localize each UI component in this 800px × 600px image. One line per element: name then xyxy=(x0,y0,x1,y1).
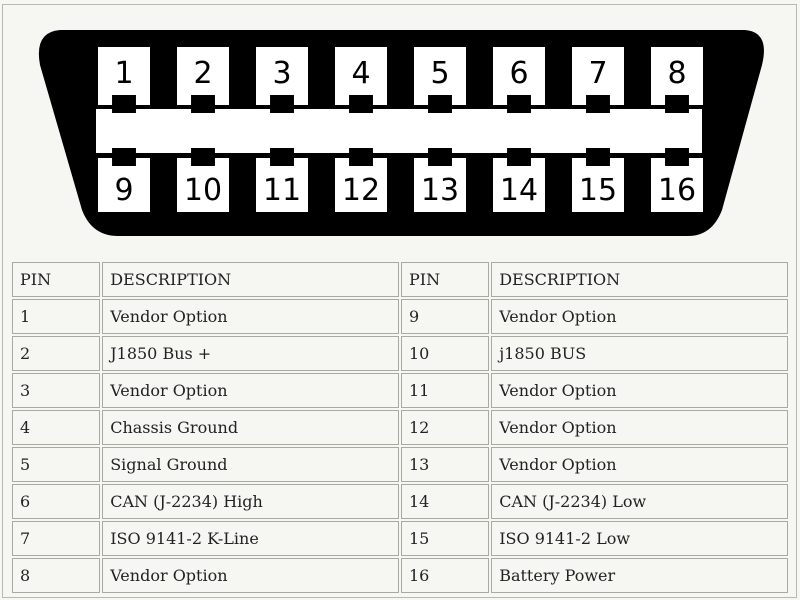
pin-contact xyxy=(112,95,136,113)
header-pin: PIN xyxy=(12,262,100,297)
pin-label: 7 xyxy=(588,56,608,91)
pin-number: 6 xyxy=(12,484,100,519)
table-row xyxy=(12,410,788,445)
pin-label: 2 xyxy=(193,56,213,91)
pin-number: 12 xyxy=(401,410,489,445)
pin-1 xyxy=(98,47,150,113)
pin-contact xyxy=(507,148,531,166)
pin-4 xyxy=(335,47,387,113)
pin-description: Vendor Option xyxy=(102,299,399,334)
pin-contact xyxy=(191,148,215,166)
pin-8 xyxy=(651,47,703,113)
pin-6 xyxy=(493,47,545,113)
table-row xyxy=(12,336,788,371)
pin-label: 12 xyxy=(341,173,381,208)
pin-description: ISO 9141-2 Low xyxy=(491,521,788,556)
pin-label: 11 xyxy=(262,173,302,208)
pin-description: Signal Ground xyxy=(102,447,399,482)
pin-number: 8 xyxy=(12,558,100,593)
pin-label: 14 xyxy=(499,173,539,208)
table-row xyxy=(12,373,788,408)
pin-contact xyxy=(665,148,689,166)
table-row xyxy=(12,299,788,334)
pin-2 xyxy=(177,47,229,113)
pin-contact xyxy=(270,148,294,166)
pin-label: 4 xyxy=(351,56,371,91)
table-row xyxy=(12,447,788,482)
pin-contact xyxy=(665,95,689,113)
pin-contact xyxy=(428,95,452,113)
pinout-table xyxy=(10,260,790,595)
pin-label: 13 xyxy=(420,173,460,208)
table-header-row xyxy=(12,262,788,297)
pin-description: Vendor Option xyxy=(491,299,788,334)
pin-3 xyxy=(256,47,308,113)
pin-number: 4 xyxy=(12,410,100,445)
pin-label: 6 xyxy=(509,56,529,91)
pin-label: 9 xyxy=(114,173,134,208)
pin-number: 7 xyxy=(12,521,100,556)
pin-label: 10 xyxy=(183,173,223,208)
pin-description: Battery Power xyxy=(491,558,788,593)
pin-number: 16 xyxy=(401,558,489,593)
header-description: DESCRIPTION xyxy=(491,262,788,297)
pin-number: 3 xyxy=(12,373,100,408)
obd2-connector-diagram xyxy=(0,0,800,250)
table-row xyxy=(12,484,788,519)
pin-description: Vendor Option xyxy=(102,373,399,408)
pin-number: 15 xyxy=(401,521,489,556)
pin-description: Vendor Option xyxy=(102,558,399,593)
pin-label: 5 xyxy=(430,56,450,91)
pin-description: J1850 Bus + xyxy=(102,336,399,371)
pin-contact xyxy=(270,95,294,113)
pin-number: 14 xyxy=(401,484,489,519)
pin-label: 16 xyxy=(657,173,697,208)
pin-number: 13 xyxy=(401,447,489,482)
pin-contact xyxy=(507,95,531,113)
pin-number: 2 xyxy=(12,336,100,371)
pin-number: 5 xyxy=(12,447,100,482)
pin-contact xyxy=(586,148,610,166)
pin-contact xyxy=(191,95,215,113)
pin-label: 1 xyxy=(114,56,134,91)
pin-contact xyxy=(349,95,373,113)
connector-slot xyxy=(96,109,702,153)
pin-description: j1850 BUS xyxy=(491,336,788,371)
pin-description: CAN (J-2234) Low xyxy=(491,484,788,519)
header-pin: PIN xyxy=(401,262,489,297)
pin-description: Vendor Option xyxy=(491,410,788,445)
pin-5 xyxy=(414,47,466,113)
pin-number: 11 xyxy=(401,373,489,408)
pin-label: 15 xyxy=(578,173,618,208)
pin-description: Chassis Ground xyxy=(102,410,399,445)
pin-contact xyxy=(349,148,373,166)
pin-label: 8 xyxy=(667,56,687,91)
pin-description: CAN (J-2234) High xyxy=(102,484,399,519)
pin-7 xyxy=(572,47,624,113)
pin-number: 9 xyxy=(401,299,489,334)
pin-label: 3 xyxy=(272,56,292,91)
pin-number: 10 xyxy=(401,336,489,371)
pin-description: Vendor Option xyxy=(491,373,788,408)
pin-contact xyxy=(428,148,452,166)
pin-description: ISO 9141-2 K-Line xyxy=(102,521,399,556)
table-row xyxy=(12,521,788,556)
pin-contact xyxy=(112,148,136,166)
pin-contact xyxy=(586,95,610,113)
header-description: DESCRIPTION xyxy=(102,262,399,297)
table-row xyxy=(12,558,788,593)
pin-number: 1 xyxy=(12,299,100,334)
pin-description: Vendor Option xyxy=(491,447,788,482)
